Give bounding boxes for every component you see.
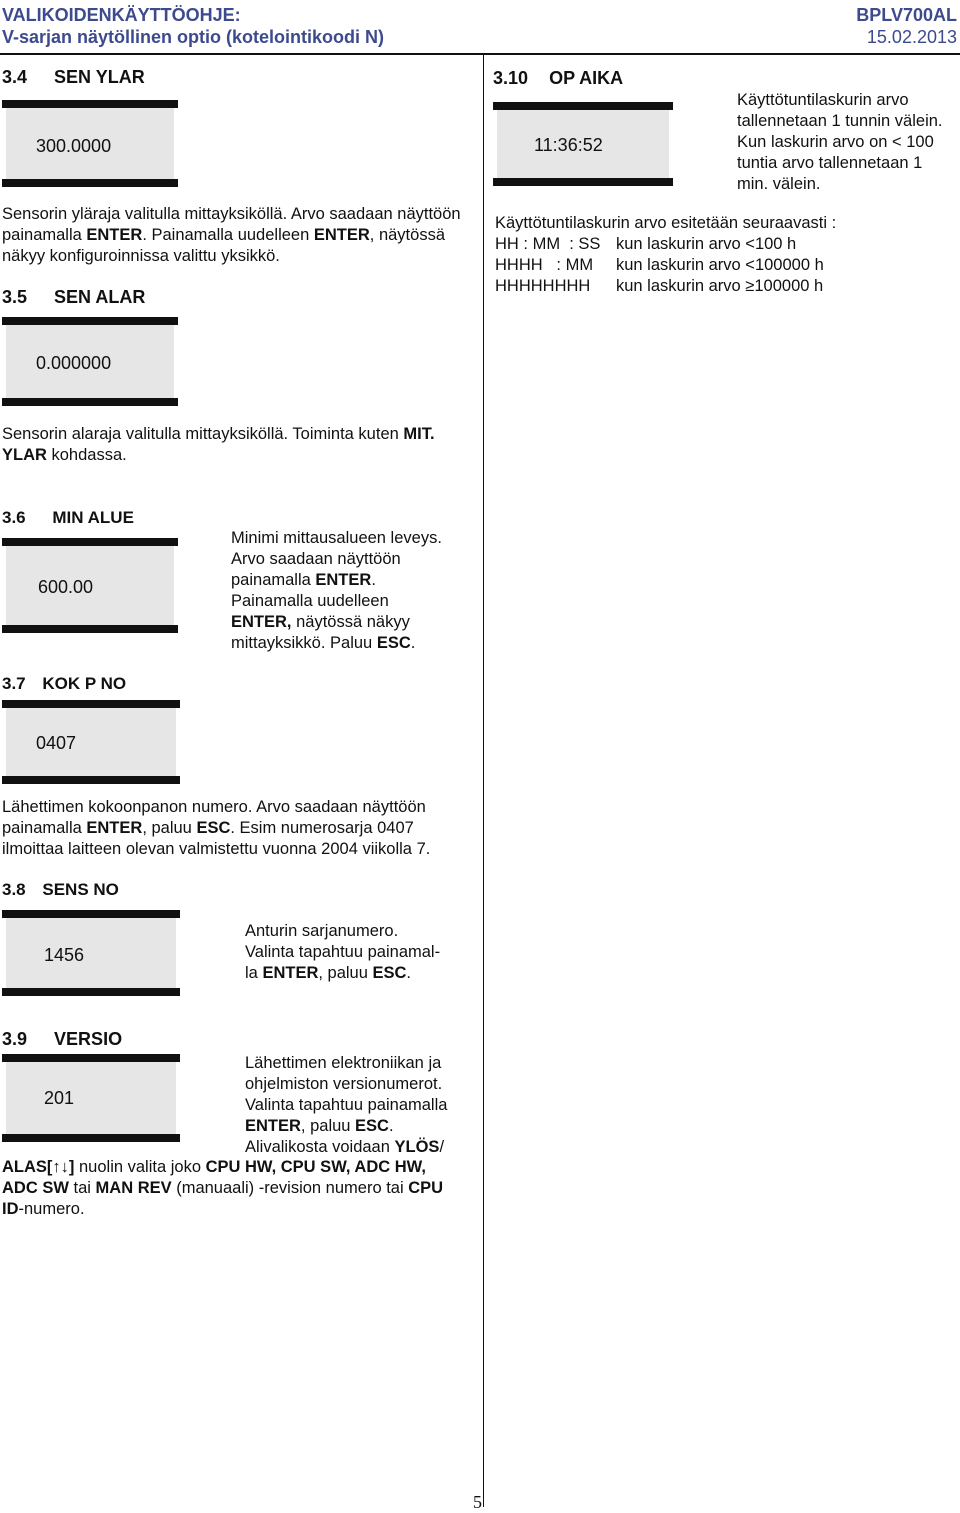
display-value: 1456	[44, 945, 85, 965]
key-enter: ENTER	[86, 226, 143, 244]
key-enter: ENTER	[315, 571, 372, 589]
display-screen	[6, 918, 176, 988]
key-esc: ESC	[372, 964, 407, 982]
desc-line: tallennetaan 1 tunnin välein.	[737, 112, 943, 130]
section-heading-3-4	[2, 67, 145, 88]
display-bar-bottom	[2, 1134, 180, 1142]
format-description: kun laskurin arvo <100 h	[616, 235, 797, 253]
format-description: kun laskurin arvo <100000 h	[616, 256, 824, 274]
desc-text: painamalla	[231, 571, 316, 589]
section-title: VERSIO	[54, 1029, 123, 1049]
display-value: 0407	[36, 733, 77, 753]
section-number: 3.6	[2, 508, 26, 527]
desc-text: , paluu	[300, 1117, 356, 1135]
desc-line: tuntia arvo tallennetaan 1	[737, 154, 923, 172]
desc-line: Minimi mittausalueen leveys.	[231, 529, 442, 547]
display-value: 0.000000	[36, 353, 112, 373]
option-cpu: CPU	[408, 1179, 444, 1197]
section-description-3-9-continued	[2, 1157, 477, 1220]
desc-line: Käyttötuntilaskurin arvo esitetään seuraavasti :	[495, 214, 837, 232]
section-heading-3-7	[2, 674, 126, 694]
desc-line: Anturin sarjanumero.	[245, 922, 399, 940]
section-number: 3.4	[2, 67, 28, 87]
desc-line	[2, 1178, 477, 1199]
section-heading-3-5	[2, 287, 145, 308]
display-bar-top	[2, 100, 178, 108]
page-number: 5	[473, 1492, 482, 1512]
desc-text: , näytössä näkyy konfiguroinnissa valittu yksikkö.	[2, 226, 445, 265]
up-down-arrows-icon: ↑↓	[52, 1158, 69, 1176]
option-adc-sw: ADC SW	[2, 1179, 69, 1197]
desc-text: , paluu	[142, 819, 197, 837]
desc-line: Käyttötuntilaskurin arvo	[737, 91, 909, 109]
format-row	[495, 276, 955, 297]
section-title: OP AIKA	[549, 68, 624, 88]
display-bar-top	[2, 910, 180, 918]
section-description-3-8	[245, 921, 475, 984]
section-title: MIN ALUE	[52, 508, 134, 527]
key-alas: ALAS[	[2, 1158, 53, 1176]
display-value: 201	[44, 1088, 75, 1108]
format-row	[495, 234, 955, 255]
option-man-rev: MAN REV	[95, 1179, 172, 1197]
display-bar-top	[2, 538, 178, 546]
desc-line	[231, 612, 481, 633]
section-number: 3.9	[2, 1029, 28, 1049]
key-esc: ESC	[355, 1117, 389, 1135]
desc-text: .	[410, 634, 416, 652]
key-ylos: YLÖS	[394, 1138, 440, 1156]
section-number: 3.5	[2, 287, 28, 307]
desc-text: Lähettimen kokoonpanon numero. Arvo saadaan näyttöön painamalla	[2, 798, 426, 837]
key-esc: ESC	[376, 634, 411, 652]
key-enter: ENTER	[86, 819, 143, 837]
desc-text: -numero.	[18, 1200, 85, 1218]
desc-line: Kun laskurin arvo on < 100	[737, 133, 934, 151]
section-title: SENS NO	[42, 880, 119, 899]
section-number: 3.10	[493, 68, 529, 88]
desc-text: näytössä näkyy	[291, 613, 410, 631]
key-bracket: ]	[68, 1158, 75, 1176]
display-panel-3-5	[2, 317, 178, 406]
desc-line: Valinta tapahtuu painamal-	[245, 943, 441, 961]
key-enter: ENTER,	[231, 613, 292, 631]
desc-line: Lähettimen elektroniikan ja	[245, 1054, 442, 1072]
display-bar-top	[2, 700, 180, 708]
section-heading-3-10	[493, 68, 623, 89]
display-bar-bottom	[2, 625, 178, 633]
display-bar-bottom	[2, 988, 180, 996]
doc-info	[856, 4, 957, 48]
doc-date: 15.02.2013	[866, 27, 957, 47]
section-title: SEN YLAR	[54, 67, 145, 87]
display-panel-3-4	[2, 100, 178, 187]
section-title: SEN ALAR	[54, 287, 146, 307]
format-pattern: HHHHHHHH	[495, 277, 591, 295]
desc-line	[2, 1199, 477, 1220]
display-bar-top	[2, 317, 178, 325]
display-panel-3-9	[2, 1054, 180, 1142]
display-bar-top	[493, 102, 673, 110]
format-pattern: HHHH : MM	[495, 256, 594, 274]
desc-line: Valinta tapahtuu painamalla	[245, 1096, 448, 1114]
option-id: ID	[2, 1200, 19, 1218]
manual-title-line1: VALIKOIDENKÄYTTÖOHJE:	[2, 5, 241, 25]
display-screen	[6, 708, 176, 776]
desc-text: .	[406, 964, 412, 982]
option-list: CPU HW, CPU SW, ADC HW,	[205, 1158, 426, 1176]
key-enter: ENTER	[262, 964, 319, 982]
desc-line: Painamalla uudelleen	[231, 592, 389, 610]
manual-title	[2, 4, 384, 48]
format-pattern: HH : MM : SS	[495, 235, 601, 253]
display-panel-3-6	[2, 538, 178, 633]
desc-line	[231, 570, 481, 591]
display-panel-3-7	[2, 700, 180, 784]
display-bar-bottom	[2, 179, 178, 187]
column-divider	[483, 55, 484, 1507]
display-screen	[6, 1062, 176, 1134]
desc-text: Sensorin alaraja valitulla mittayksiköllä. Toiminta kuten	[2, 425, 404, 443]
header-divider	[0, 53, 960, 55]
display-panel-3-8	[2, 910, 180, 996]
section-heading-3-8	[2, 880, 119, 900]
format-description: kun laskurin arvo ≥100000 h	[616, 277, 824, 295]
desc-line: Arvo saadaan näyttöön	[231, 550, 401, 568]
desc-text: tai	[68, 1179, 96, 1197]
key-enter: ENTER	[245, 1117, 301, 1135]
section-heading-3-9	[2, 1029, 122, 1050]
display-bar-bottom	[2, 398, 178, 406]
section-side-note-3-10	[737, 90, 957, 195]
desc-text: . Painamalla uudelleen	[142, 226, 314, 244]
desc-line	[231, 633, 481, 654]
desc-text: la	[245, 964, 263, 982]
section-title: KOK P NO	[42, 674, 127, 693]
desc-text: .	[388, 1117, 394, 1135]
desc-text: . Esim numerosarja 0407 ilmoittaa laitteen olevan valmistettu vuonna 2004 viikolla 7.	[2, 819, 431, 858]
key-reference: MIT. YLAR	[2, 425, 435, 464]
display-value: 11:36:52	[534, 135, 603, 155]
desc-line: ohjelmiston versionumerot.	[245, 1075, 443, 1093]
manual-title-line2: V-sarjan näytöllinen optio (kotelointikoodi N)	[2, 27, 385, 47]
desc-text: , paluu	[318, 964, 373, 982]
section-number: 3.8	[2, 880, 26, 899]
desc-text: kohdassa.	[46, 446, 127, 464]
desc-line: min. välein.	[737, 175, 821, 193]
section-description-3-4	[2, 204, 467, 267]
section-description-3-7	[2, 797, 472, 860]
display-bar-bottom	[2, 776, 180, 784]
desc-line	[245, 963, 475, 984]
desc-text: /	[439, 1138, 445, 1156]
key-esc: ESC	[196, 819, 231, 837]
section-description-3-6	[231, 528, 481, 654]
doc-code: BPLV700AL	[856, 5, 957, 25]
desc-text: (manuaali) -revision numero tai	[171, 1179, 409, 1197]
desc-text: nuolin valita joko	[74, 1158, 206, 1176]
desc-text: mittayksikkö. Paluu	[231, 634, 377, 652]
key-enter: ENTER	[313, 226, 370, 244]
display-value: 300.0000	[36, 136, 112, 156]
desc-text: Sensorin yläraja valitulla mittayksiköllä. Arvo saadaan näyttöön painamalla	[2, 205, 461, 244]
desc-text: Alivalikosta voidaan	[245, 1138, 395, 1156]
format-row	[495, 255, 955, 276]
display-panel-3-10	[493, 102, 673, 186]
display-bar-bottom	[493, 178, 673, 186]
section-heading-3-6	[2, 508, 134, 528]
display-value: 600.00	[38, 577, 94, 597]
section-description-3-5	[2, 424, 462, 466]
desc-line	[2, 1157, 477, 1178]
section-description-3-10	[495, 213, 955, 297]
desc-line	[245, 1116, 475, 1137]
desc-text: .	[371, 571, 376, 589]
section-number: 3.7	[2, 674, 26, 693]
section-description-3-9	[245, 1053, 475, 1158]
desc-line	[245, 1137, 475, 1158]
display-bar-top	[2, 1054, 180, 1062]
